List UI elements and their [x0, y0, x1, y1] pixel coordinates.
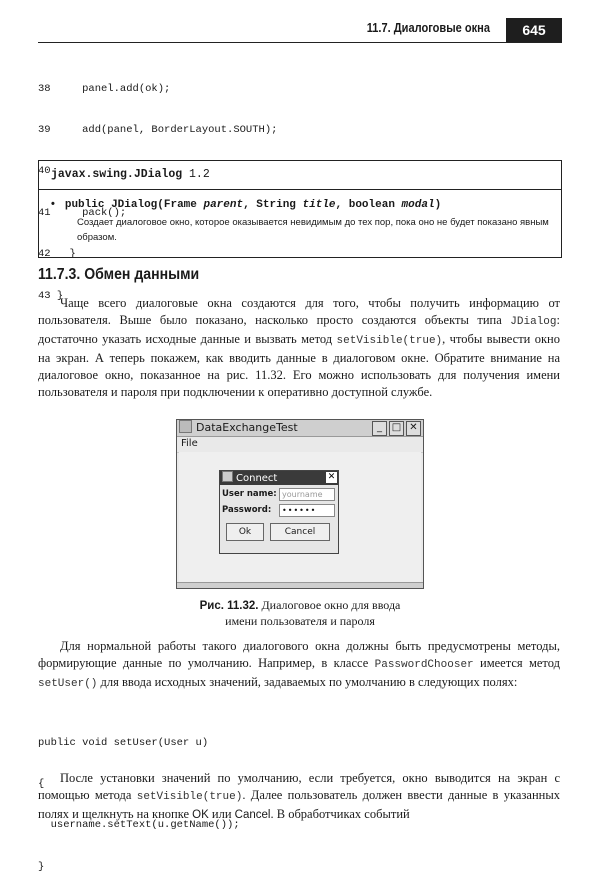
user-name-input[interactable]: yourname: [279, 488, 335, 501]
maximize-icon[interactable]: □: [389, 421, 404, 436]
page-number: 645: [506, 18, 562, 42]
code-line: 42 }: [38, 248, 76, 261]
header-title: 11.7. Диалоговые окна: [366, 20, 490, 35]
code-line: 39 add(panel, BorderLayout.SOUTH);: [38, 123, 278, 136]
section-title: 11.7.3. Обмен данными: [38, 266, 200, 283]
api-signature: [51, 198, 551, 211]
password-input[interactable]: ••••••: [279, 504, 335, 517]
ok-button[interactable]: Ok: [226, 523, 264, 541]
running-header: [38, 18, 562, 43]
dialog-titlebar: [220, 471, 338, 485]
api-class-name: javax.swing.JDialog: [51, 168, 183, 181]
api-class-header: [39, 161, 561, 190]
sig-param: modal: [401, 199, 435, 211]
caption-line2: имени пользователя и пароля: [225, 614, 375, 628]
close-icon[interactable]: ✕: [406, 421, 421, 436]
paragraph: После установки значений по умолчанию, если требуется, окно выводится на экран с помощью метода setVisible(true). Далее пользователь должен ввести данные в указанных полях и щелкнуть на кнопке OK или Cancel. В обработчиках событий: [38, 771, 560, 821]
code-line: 38 panel.add(ok);: [38, 82, 171, 95]
paragraph: Для нормальной работы такого диалогового окна должны быть предусмотрены методы, формирующие данные по умолчанию. Например, в классе PasswordChooser имеется метод setUser() для ввода исходных значений, задаваемых по умолчанию в следующих полях:: [38, 639, 560, 690]
sig-part: , boolean: [335, 199, 402, 211]
code-line: username.setText(u.getName());: [38, 819, 240, 832]
cancel-button[interactable]: Cancel: [270, 523, 330, 541]
code-line: 43 }: [38, 289, 64, 302]
sig-param: parent: [203, 199, 244, 211]
code-line: 41 pack();: [38, 206, 127, 219]
dialog-close-icon[interactable]: ✕: [327, 472, 336, 482]
figure-caption: [0, 598, 600, 629]
sig-param: title: [302, 199, 336, 211]
dialog-title: Connect: [236, 473, 278, 484]
minimize-icon[interactable]: _: [372, 421, 387, 436]
sig-part: , String: [243, 199, 303, 211]
code-line: public void setUser(User u): [38, 736, 209, 749]
window-bottom-border: [177, 582, 423, 588]
paragraph: Чаще всего диалоговые окна создаются для того, чтобы получить информацию от пользователя. Выше было показано, насколько просто создаются объекты типа JDialog: достаточно указать исходные данные и вызвать метод setVisible(true), чтобы вывести окно на экран. А теперь покажем, как вводить данные в диалоговом окне. Обратите внимание на диалоговое окно, показанное на рис. 11.32. Его можно использовать для получения имени пользователя и пароля при подключении к оперативно доступной службе.: [38, 296, 560, 399]
api-reference-box: [38, 160, 562, 258]
menu-file[interactable]: File: [177, 437, 423, 453]
user-name-label: User name:: [222, 489, 277, 499]
sig-part: ): [434, 199, 442, 211]
java-cup-icon: [179, 420, 192, 433]
api-description: Создает диалоговое окно, которое оказывается невидимым до тех пор, пока оно не будет показано явным образом.: [77, 217, 549, 243]
window-title: DataExchangeTest: [196, 421, 298, 434]
password-label: Password:: [222, 505, 272, 515]
caption-text: Диалоговое окно для ввода: [261, 598, 401, 612]
connect-dialog: [219, 470, 339, 554]
bullet-icon: •: [51, 198, 55, 210]
caption-label: Рис. 11.32.: [199, 600, 259, 612]
window-titlebar: [177, 420, 423, 437]
api-version: 1.2: [189, 168, 210, 181]
code-line: {: [38, 777, 45, 790]
code-line: 40: [38, 165, 51, 178]
sig-part: public JDialog(Frame: [64, 199, 204, 211]
java-cup-icon: [222, 471, 233, 482]
code-line: }: [38, 860, 45, 873]
